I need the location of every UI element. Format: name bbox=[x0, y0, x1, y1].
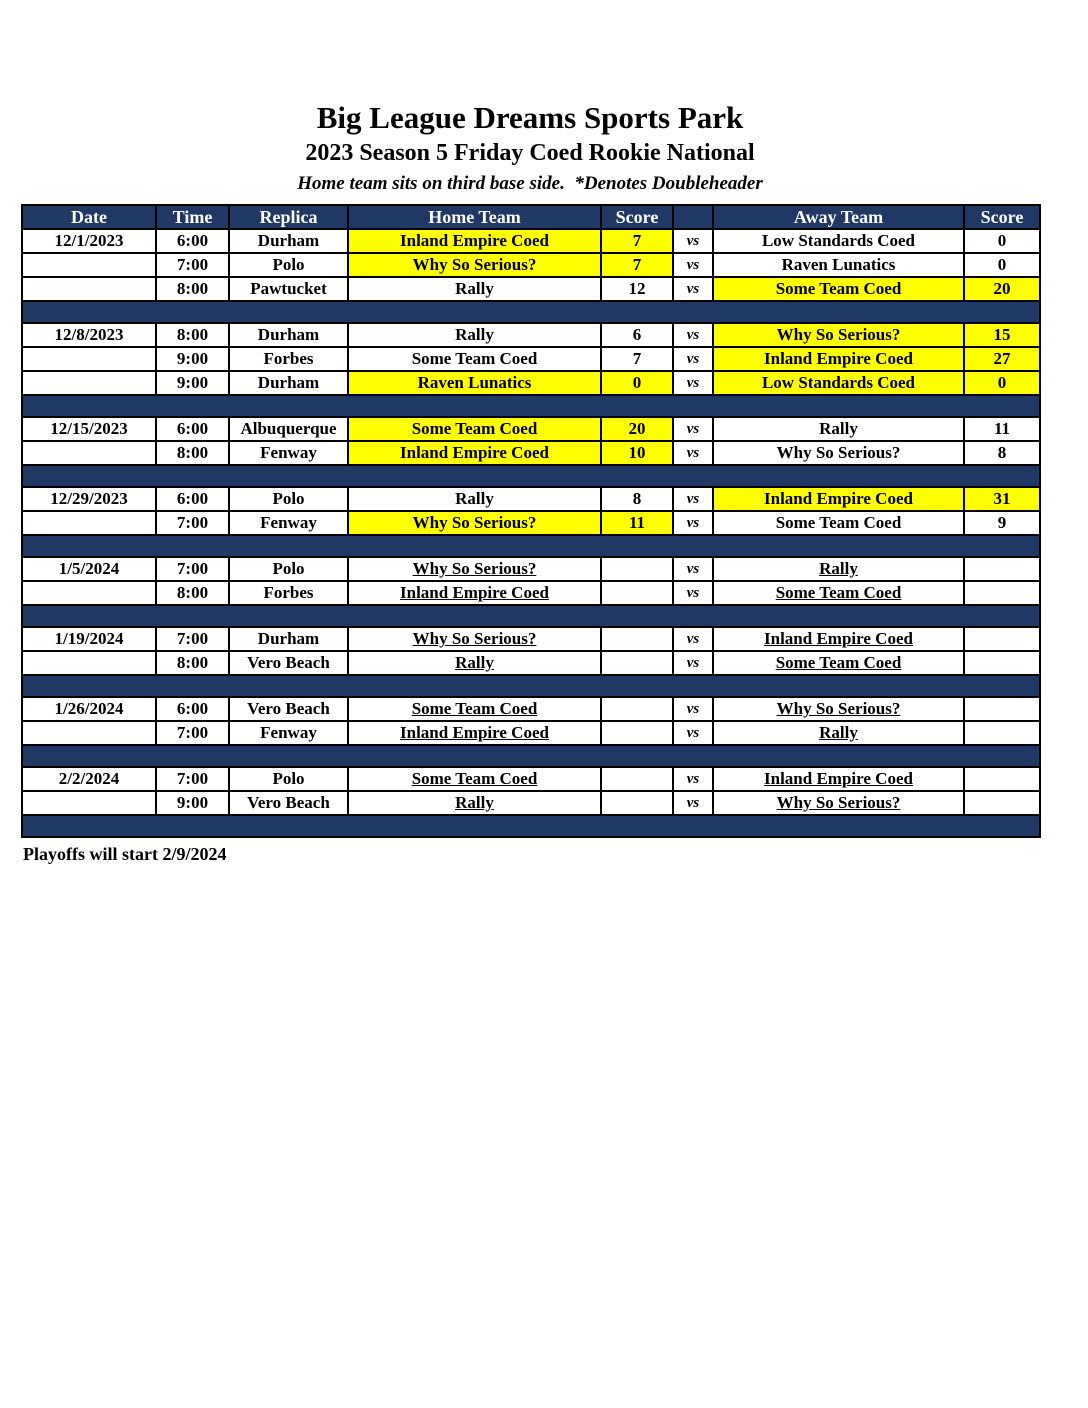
home-team-cell: Why So Serious? bbox=[348, 511, 601, 535]
time-cell: 9:00 bbox=[156, 791, 229, 815]
away-score-cell: 20 bbox=[964, 277, 1040, 301]
home-score-cell bbox=[601, 697, 673, 721]
separator-row bbox=[22, 301, 1040, 323]
time-cell: 7:00 bbox=[156, 767, 229, 791]
vs-cell: vs bbox=[673, 581, 713, 605]
date-cell bbox=[22, 371, 156, 395]
home-score-cell: 20 bbox=[601, 417, 673, 441]
game-row bbox=[22, 791, 1040, 815]
home-score-cell: 10 bbox=[601, 441, 673, 465]
time-cell: 6:00 bbox=[156, 487, 229, 511]
home-team-cell: Some Team Coed bbox=[348, 417, 601, 441]
header-row bbox=[22, 205, 1040, 229]
page-title: Big League Dreams Sports Park bbox=[316, 100, 744, 135]
time-cell: 8:00 bbox=[156, 323, 229, 347]
date-cell bbox=[22, 651, 156, 675]
vs-cell: vs bbox=[673, 487, 713, 511]
separator-band bbox=[22, 395, 1040, 417]
vs-cell: vs bbox=[673, 277, 713, 301]
away-team-cell: Rally bbox=[713, 721, 964, 745]
away-score-cell bbox=[964, 697, 1040, 721]
time-cell: 6:00 bbox=[156, 229, 229, 253]
date-cell bbox=[22, 277, 156, 301]
home-team-cell: Inland Empire Coed bbox=[348, 721, 601, 745]
replica-cell: Durham bbox=[229, 371, 348, 395]
time-cell: 7:00 bbox=[156, 253, 229, 277]
home-team-cell: Why So Serious? bbox=[348, 253, 601, 277]
away-score-cell: 15 bbox=[964, 323, 1040, 347]
date-cell: 1/26/2024 bbox=[22, 697, 156, 721]
home-score-cell bbox=[601, 721, 673, 745]
vs-cell: vs bbox=[673, 347, 713, 371]
game-row bbox=[22, 417, 1040, 441]
replica-cell: Durham bbox=[229, 323, 348, 347]
away-team-cell: Inland Empire Coed bbox=[713, 627, 964, 651]
replica-cell: Fenway bbox=[229, 721, 348, 745]
date-cell: 2/2/2024 bbox=[22, 767, 156, 791]
away-team-cell: Why So Serious? bbox=[713, 791, 964, 815]
away-team-cell: Inland Empire Coed bbox=[713, 347, 964, 371]
away-score-cell: 31 bbox=[964, 487, 1040, 511]
time-cell: 8:00 bbox=[156, 277, 229, 301]
home-score-cell bbox=[601, 557, 673, 581]
vs-cell: vs bbox=[673, 229, 713, 253]
home-team-cell: Rally bbox=[348, 791, 601, 815]
date-cell bbox=[22, 441, 156, 465]
replica-cell: Fenway bbox=[229, 441, 348, 465]
away-team-cell: Raven Lunatics bbox=[713, 253, 964, 277]
separator-band bbox=[22, 605, 1040, 627]
vs-cell: vs bbox=[673, 441, 713, 465]
time-cell: 6:00 bbox=[156, 697, 229, 721]
game-row bbox=[22, 347, 1040, 371]
replica-cell: Polo bbox=[229, 557, 348, 581]
vs-cell: vs bbox=[673, 627, 713, 651]
date-cell: 12/15/2023 bbox=[22, 417, 156, 441]
home-team-cell: Why So Serious? bbox=[348, 627, 601, 651]
away-team-cell: Why So Serious? bbox=[713, 697, 964, 721]
vs-cell: vs bbox=[673, 767, 713, 791]
home-team-cell: Inland Empire Coed bbox=[348, 229, 601, 253]
col-header-away-score: Score bbox=[964, 205, 1040, 229]
away-score-cell: 0 bbox=[964, 229, 1040, 253]
away-team-cell: Inland Empire Coed bbox=[713, 767, 964, 791]
away-score-cell: 27 bbox=[964, 347, 1040, 371]
vs-cell: vs bbox=[673, 791, 713, 815]
separator-row bbox=[22, 465, 1040, 487]
date-cell bbox=[22, 511, 156, 535]
replica-cell: Forbes bbox=[229, 581, 348, 605]
game-row bbox=[22, 487, 1040, 511]
separator-band bbox=[22, 815, 1040, 837]
replica-cell: Albuquerque bbox=[229, 417, 348, 441]
away-team-cell: Rally bbox=[713, 557, 964, 581]
home-score-cell bbox=[601, 651, 673, 675]
col-header-date: Date bbox=[22, 205, 156, 229]
vs-cell: vs bbox=[673, 323, 713, 347]
separator-row bbox=[22, 675, 1040, 697]
time-cell: 7:00 bbox=[156, 627, 229, 651]
game-row bbox=[22, 277, 1040, 301]
game-row bbox=[22, 651, 1040, 675]
separator-row bbox=[22, 605, 1040, 627]
away-team-cell: Why So Serious? bbox=[713, 323, 964, 347]
time-cell: 8:00 bbox=[156, 581, 229, 605]
separator-band bbox=[22, 465, 1040, 487]
vs-cell: vs bbox=[673, 697, 713, 721]
replica-cell: Polo bbox=[229, 767, 348, 791]
away-score-cell: 8 bbox=[964, 441, 1040, 465]
away-score-cell bbox=[964, 581, 1040, 605]
game-row bbox=[22, 371, 1040, 395]
vs-cell: vs bbox=[673, 557, 713, 581]
away-score-cell: 0 bbox=[964, 253, 1040, 277]
separator-row bbox=[22, 745, 1040, 767]
time-cell: 6:00 bbox=[156, 417, 229, 441]
game-row bbox=[22, 441, 1040, 465]
away-team-cell: Rally bbox=[713, 417, 964, 441]
time-cell: 7:00 bbox=[156, 511, 229, 535]
replica-cell: Pawtucket bbox=[229, 277, 348, 301]
separator-band bbox=[22, 745, 1040, 767]
replica-cell: Durham bbox=[229, 229, 348, 253]
home-score-cell bbox=[601, 767, 673, 791]
vs-cell: vs bbox=[673, 651, 713, 675]
replica-cell: Vero Beach bbox=[229, 651, 348, 675]
away-score-cell bbox=[964, 791, 1040, 815]
date-cell bbox=[22, 347, 156, 371]
header-block bbox=[21, 0, 1039, 196]
date-cell bbox=[22, 791, 156, 815]
col-header-home-score: Score bbox=[601, 205, 673, 229]
page-subtitle: 2023 Season 5 Friday Coed Rookie National bbox=[305, 140, 755, 166]
vs-cell: vs bbox=[673, 371, 713, 395]
away-score-cell bbox=[964, 767, 1040, 791]
game-row bbox=[22, 767, 1040, 791]
separator-band bbox=[22, 535, 1040, 557]
home-score-cell: 12 bbox=[601, 277, 673, 301]
col-header-home-team: Home Team bbox=[348, 205, 601, 229]
time-cell: 8:00 bbox=[156, 441, 229, 465]
away-team-cell: Some Team Coed bbox=[713, 581, 964, 605]
separator-band bbox=[22, 301, 1040, 323]
home-team-cell: Raven Lunatics bbox=[348, 371, 601, 395]
home-team-note: Home team sits on third base side. *Denotes Doubleheader bbox=[297, 173, 763, 194]
home-team-cell: Rally bbox=[348, 487, 601, 511]
home-team-cell: Some Team Coed bbox=[348, 347, 601, 371]
game-row bbox=[22, 253, 1040, 277]
home-score-cell bbox=[601, 581, 673, 605]
replica-cell: Polo bbox=[229, 487, 348, 511]
schedule-table-body bbox=[22, 229, 1040, 837]
home-score-cell: 0 bbox=[601, 371, 673, 395]
replica-cell: Polo bbox=[229, 253, 348, 277]
date-cell: 1/19/2024 bbox=[22, 627, 156, 651]
away-team-cell: Why So Serious? bbox=[713, 441, 964, 465]
home-team-cell: Rally bbox=[348, 651, 601, 675]
home-score-cell bbox=[601, 627, 673, 651]
away-team-cell: Some Team Coed bbox=[713, 277, 964, 301]
away-score-cell: 0 bbox=[964, 371, 1040, 395]
separator-band bbox=[22, 675, 1040, 697]
time-cell: 7:00 bbox=[156, 557, 229, 581]
vs-cell: vs bbox=[673, 721, 713, 745]
separator-row bbox=[22, 815, 1040, 837]
replica-cell: Fenway bbox=[229, 511, 348, 535]
home-score-cell: 7 bbox=[601, 229, 673, 253]
away-team-cell: Low Standards Coed bbox=[713, 371, 964, 395]
date-cell: 12/8/2023 bbox=[22, 323, 156, 347]
separator-row bbox=[22, 395, 1040, 417]
home-team-cell: Rally bbox=[348, 323, 601, 347]
date-cell: 12/1/2023 bbox=[22, 229, 156, 253]
time-cell: 8:00 bbox=[156, 651, 229, 675]
home-score-cell: 7 bbox=[601, 253, 673, 277]
home-score-cell bbox=[601, 791, 673, 815]
game-row bbox=[22, 721, 1040, 745]
away-team-cell: Low Standards Coed bbox=[713, 229, 964, 253]
date-cell bbox=[22, 253, 156, 277]
separator-row bbox=[22, 535, 1040, 557]
home-score-cell: 8 bbox=[601, 487, 673, 511]
home-team-cell: Inland Empire Coed bbox=[348, 581, 601, 605]
replica-cell: Forbes bbox=[229, 347, 348, 371]
home-team-cell: Some Team Coed bbox=[348, 697, 601, 721]
col-header-time: Time bbox=[156, 205, 229, 229]
col-header-replica: Replica bbox=[229, 205, 348, 229]
home-team-cell: Some Team Coed bbox=[348, 767, 601, 791]
date-cell bbox=[22, 581, 156, 605]
home-team-cell: Inland Empire Coed bbox=[348, 441, 601, 465]
game-row bbox=[22, 323, 1040, 347]
away-score-cell: 9 bbox=[964, 511, 1040, 535]
game-row bbox=[22, 627, 1040, 651]
game-row bbox=[22, 697, 1040, 721]
away-score-cell bbox=[964, 651, 1040, 675]
game-row bbox=[22, 557, 1040, 581]
vs-cell: vs bbox=[673, 253, 713, 277]
away-team-cell: Inland Empire Coed bbox=[713, 487, 964, 511]
away-score-cell bbox=[964, 627, 1040, 651]
away-score-cell: 11 bbox=[964, 417, 1040, 441]
home-team-cell: Rally bbox=[348, 277, 601, 301]
replica-cell: Vero Beach bbox=[229, 791, 348, 815]
home-team-cell: Why So Serious? bbox=[348, 557, 601, 581]
home-score-cell: 6 bbox=[601, 323, 673, 347]
away-score-cell bbox=[964, 557, 1040, 581]
schedule-table bbox=[21, 204, 1041, 838]
game-row bbox=[22, 581, 1040, 605]
time-cell: 9:00 bbox=[156, 347, 229, 371]
game-row bbox=[22, 511, 1040, 535]
away-score-cell bbox=[964, 721, 1040, 745]
time-cell: 9:00 bbox=[156, 371, 229, 395]
away-team-cell: Some Team Coed bbox=[713, 651, 964, 675]
playoffs-note: Playoffs will start 2/9/2024 bbox=[23, 844, 227, 864]
home-score-cell: 7 bbox=[601, 347, 673, 371]
time-cell: 7:00 bbox=[156, 721, 229, 745]
home-score-cell: 11 bbox=[601, 511, 673, 535]
vs-cell: vs bbox=[673, 511, 713, 535]
vs-cell: vs bbox=[673, 417, 713, 441]
replica-cell: Durham bbox=[229, 627, 348, 651]
away-team-cell: Some Team Coed bbox=[713, 511, 964, 535]
game-row bbox=[22, 229, 1040, 253]
replica-cell: Vero Beach bbox=[229, 697, 348, 721]
col-header-away-team: Away Team bbox=[713, 205, 964, 229]
col-header-vs bbox=[673, 205, 713, 229]
date-cell: 12/29/2023 bbox=[22, 487, 156, 511]
date-cell bbox=[22, 721, 156, 745]
date-cell: 1/5/2024 bbox=[22, 557, 156, 581]
